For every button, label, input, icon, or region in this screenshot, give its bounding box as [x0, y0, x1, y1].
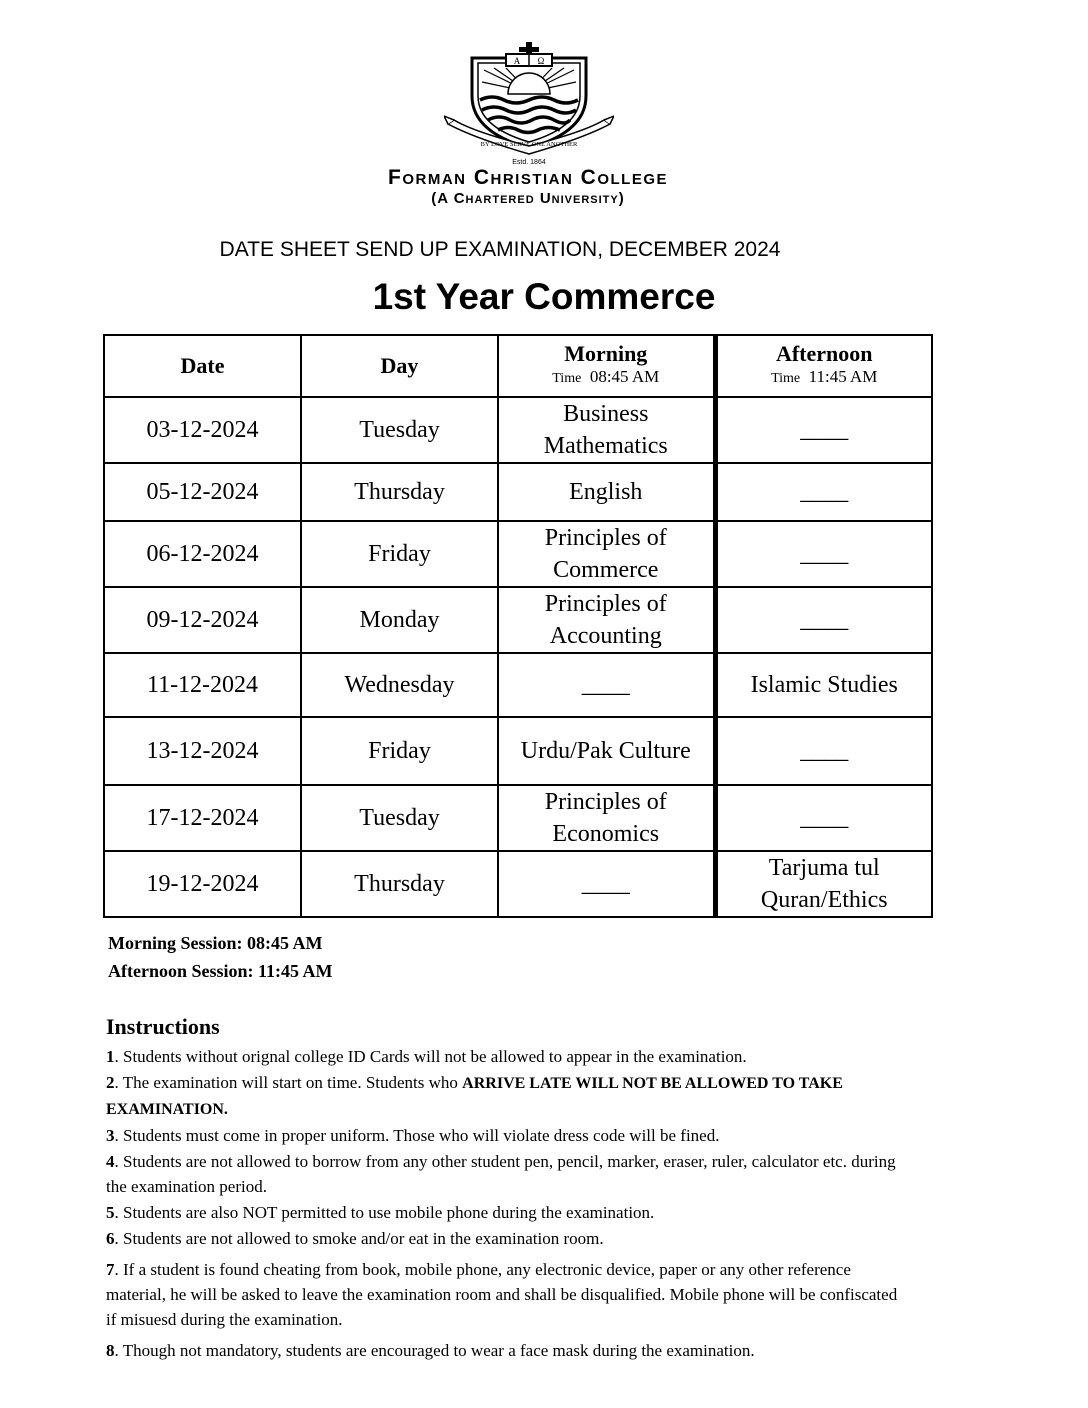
date-sheet-table	[103, 334, 933, 918]
morning-subject-line: Principles of	[544, 789, 667, 815]
afternoon-subject-line: ____	[800, 541, 849, 567]
morning-subject-cell	[498, 653, 715, 717]
day-cell: Friday	[301, 717, 498, 785]
instruction-text: . Students are not allowed to borrow from any other student pen, pencil, marker, eraser, ruler, calculator etc. during the examination period.	[106, 1152, 896, 1196]
instruction-text: . Students without orignal college ID Cards will not be allowed to appear in the examination.	[114, 1047, 747, 1066]
instruction-text: . The examination will start on time. Students who	[114, 1073, 463, 1092]
table-body	[104, 397, 932, 917]
date-cell: 05-12-2024	[104, 463, 301, 521]
morning-subject-line: Business	[563, 401, 649, 427]
day-cell: Wednesday	[301, 653, 498, 717]
day-cell: Tuesday	[301, 397, 498, 463]
day-cell: Thursday	[301, 463, 498, 521]
afternoon-subject-cell	[715, 587, 932, 653]
header-morning-label: Morning	[564, 341, 648, 366]
instruction-number: 7	[106, 1260, 115, 1279]
afternoon-subject-line: Quran/Ethics	[760, 887, 888, 913]
afternoon-subject-line: Islamic Studies	[750, 672, 898, 698]
instruction-item	[106, 1149, 906, 1199]
table-row	[104, 463, 932, 521]
instruction-number: 6	[106, 1229, 115, 1248]
college-crest-icon	[444, 40, 614, 168]
svg-text:BY LOVE SERVE ONE ANOTHER: BY LOVE SERVE ONE ANOTHER	[480, 141, 578, 148]
table-row	[104, 851, 932, 917]
instruction-number: 4	[106, 1152, 115, 1171]
instruction-text: . Students are not allowed to smoke and/or eat in the examination room.	[114, 1229, 604, 1248]
table-row	[104, 587, 932, 653]
date-cell: 09-12-2024	[104, 587, 301, 653]
table-row	[104, 717, 932, 785]
instruction-number: 8	[106, 1341, 115, 1360]
instruction-item	[106, 1070, 906, 1122]
sheet-title: DATE SHEET SEND UP EXAMINATION, DECEMBER 2024	[219, 238, 781, 261]
instruction-text: . Students must come in proper uniform. Those who will violate dress code will be fined.	[114, 1126, 720, 1145]
day-cell: Thursday	[301, 851, 498, 917]
morning-subject-line: ____	[581, 871, 630, 897]
instruction-item	[106, 1044, 906, 1069]
college-name: Forman Christian College	[388, 166, 668, 189]
instruction-item	[106, 1338, 906, 1363]
svg-text:Ω: Ω	[537, 56, 545, 66]
afternoon-subject-cell	[715, 397, 932, 463]
instruction-text: . Students are also NOT permitted to use mobile phone during the examination.	[114, 1203, 655, 1222]
date-cell: 17-12-2024	[104, 785, 301, 851]
afternoon-subject-cell	[715, 463, 932, 521]
college-subtitle: (A Chartered University)	[431, 190, 625, 207]
morning-subject-cell	[498, 851, 715, 917]
header-day: Day	[301, 335, 498, 397]
instruction-item	[106, 1123, 906, 1148]
morning-subject-line: Commerce	[553, 557, 659, 583]
instruction-number: 3	[106, 1126, 115, 1145]
instructions-heading: Instructions	[106, 1014, 220, 1039]
morning-subject-line: Accounting	[549, 623, 662, 649]
morning-subject-line: English	[569, 479, 643, 505]
morning-subject-cell	[498, 397, 715, 463]
morning-subject-line: ____	[581, 672, 630, 698]
date-cell: 06-12-2024	[104, 521, 301, 587]
instruction-number: 5	[106, 1203, 115, 1222]
date-cell: 13-12-2024	[104, 717, 301, 785]
day-cell: Monday	[301, 587, 498, 653]
svg-text:Estd. 1864: Estd. 1864	[512, 159, 546, 166]
instruction-item	[106, 1257, 906, 1332]
date-cell: 03-12-2024	[104, 397, 301, 463]
instruction-number: 1	[106, 1047, 115, 1066]
program-title: 1st Year Commerce	[372, 276, 716, 317]
instruction-item	[106, 1226, 906, 1251]
afternoon-subject-cell	[715, 785, 932, 851]
morning-subject-cell	[498, 785, 715, 851]
header-morning-time: Time 08:45 AM	[552, 367, 660, 386]
morning-subject-cell	[498, 717, 715, 785]
table-row	[104, 397, 932, 463]
afternoon-subject-line: ____	[800, 479, 849, 505]
morning-subject-cell	[498, 521, 715, 587]
morning-subject-cell	[498, 463, 715, 521]
morning-subject-line: Economics	[552, 821, 660, 847]
table-row	[104, 521, 932, 587]
table-row	[104, 653, 932, 717]
morning-subject-line: Principles of	[544, 525, 667, 551]
instruction-number: 2	[106, 1073, 115, 1092]
instruction-emphasis: ARRIVE LATE WILL NOT BE ALLOWED TO TAKE EXAMINATION.	[106, 1075, 843, 1118]
day-cell: Friday	[301, 521, 498, 587]
instructions-list	[106, 1044, 906, 1364]
afternoon-subject-cell	[715, 851, 932, 917]
table-row	[104, 785, 932, 851]
instruction-item	[106, 1200, 906, 1225]
afternoon-subject-line: ____	[800, 738, 849, 764]
instruction-text: . If a student is found cheating from book, mobile phone, any electronic device, paper or any other reference material, he will be asked to leave the examination room and shall be disqualified. Mobile phone will be confiscated if misuesd during the examination.	[106, 1260, 898, 1329]
afternoon-session-info: Afternoon Session: 11:45 AM	[108, 961, 333, 981]
afternoon-subject-cell	[715, 521, 932, 587]
header-morning	[498, 335, 715, 397]
table-header-row	[104, 335, 932, 397]
day-cell: Tuesday	[301, 785, 498, 851]
afternoon-subject-cell	[715, 717, 932, 785]
svg-text:A: A	[513, 56, 521, 66]
header-afternoon-time: Time 11:45 AM	[771, 367, 878, 386]
instruction-text: . Though not mandatory, students are encouraged to wear a face mask during the examination.	[114, 1341, 755, 1360]
afternoon-subject-line: Tarjuma tul	[768, 855, 880, 881]
morning-subject-line: Mathematics	[543, 433, 668, 459]
header-date: Date	[104, 335, 301, 397]
morning-session-info: Morning Session: 08:45 AM	[108, 933, 323, 953]
morning-subject-line: Principles of	[544, 591, 667, 617]
afternoon-subject-line: ____	[800, 417, 849, 443]
afternoon-subject-line: ____	[800, 607, 849, 633]
morning-subject-line: Urdu/Pak Culture	[520, 738, 691, 764]
header-afternoon	[715, 335, 932, 397]
date-cell: 11-12-2024	[104, 653, 301, 717]
afternoon-subject-line: ____	[800, 805, 849, 831]
header-afternoon-label: Afternoon	[775, 341, 873, 366]
date-cell: 19-12-2024	[104, 851, 301, 917]
morning-subject-cell	[498, 587, 715, 653]
afternoon-subject-cell	[715, 653, 932, 717]
